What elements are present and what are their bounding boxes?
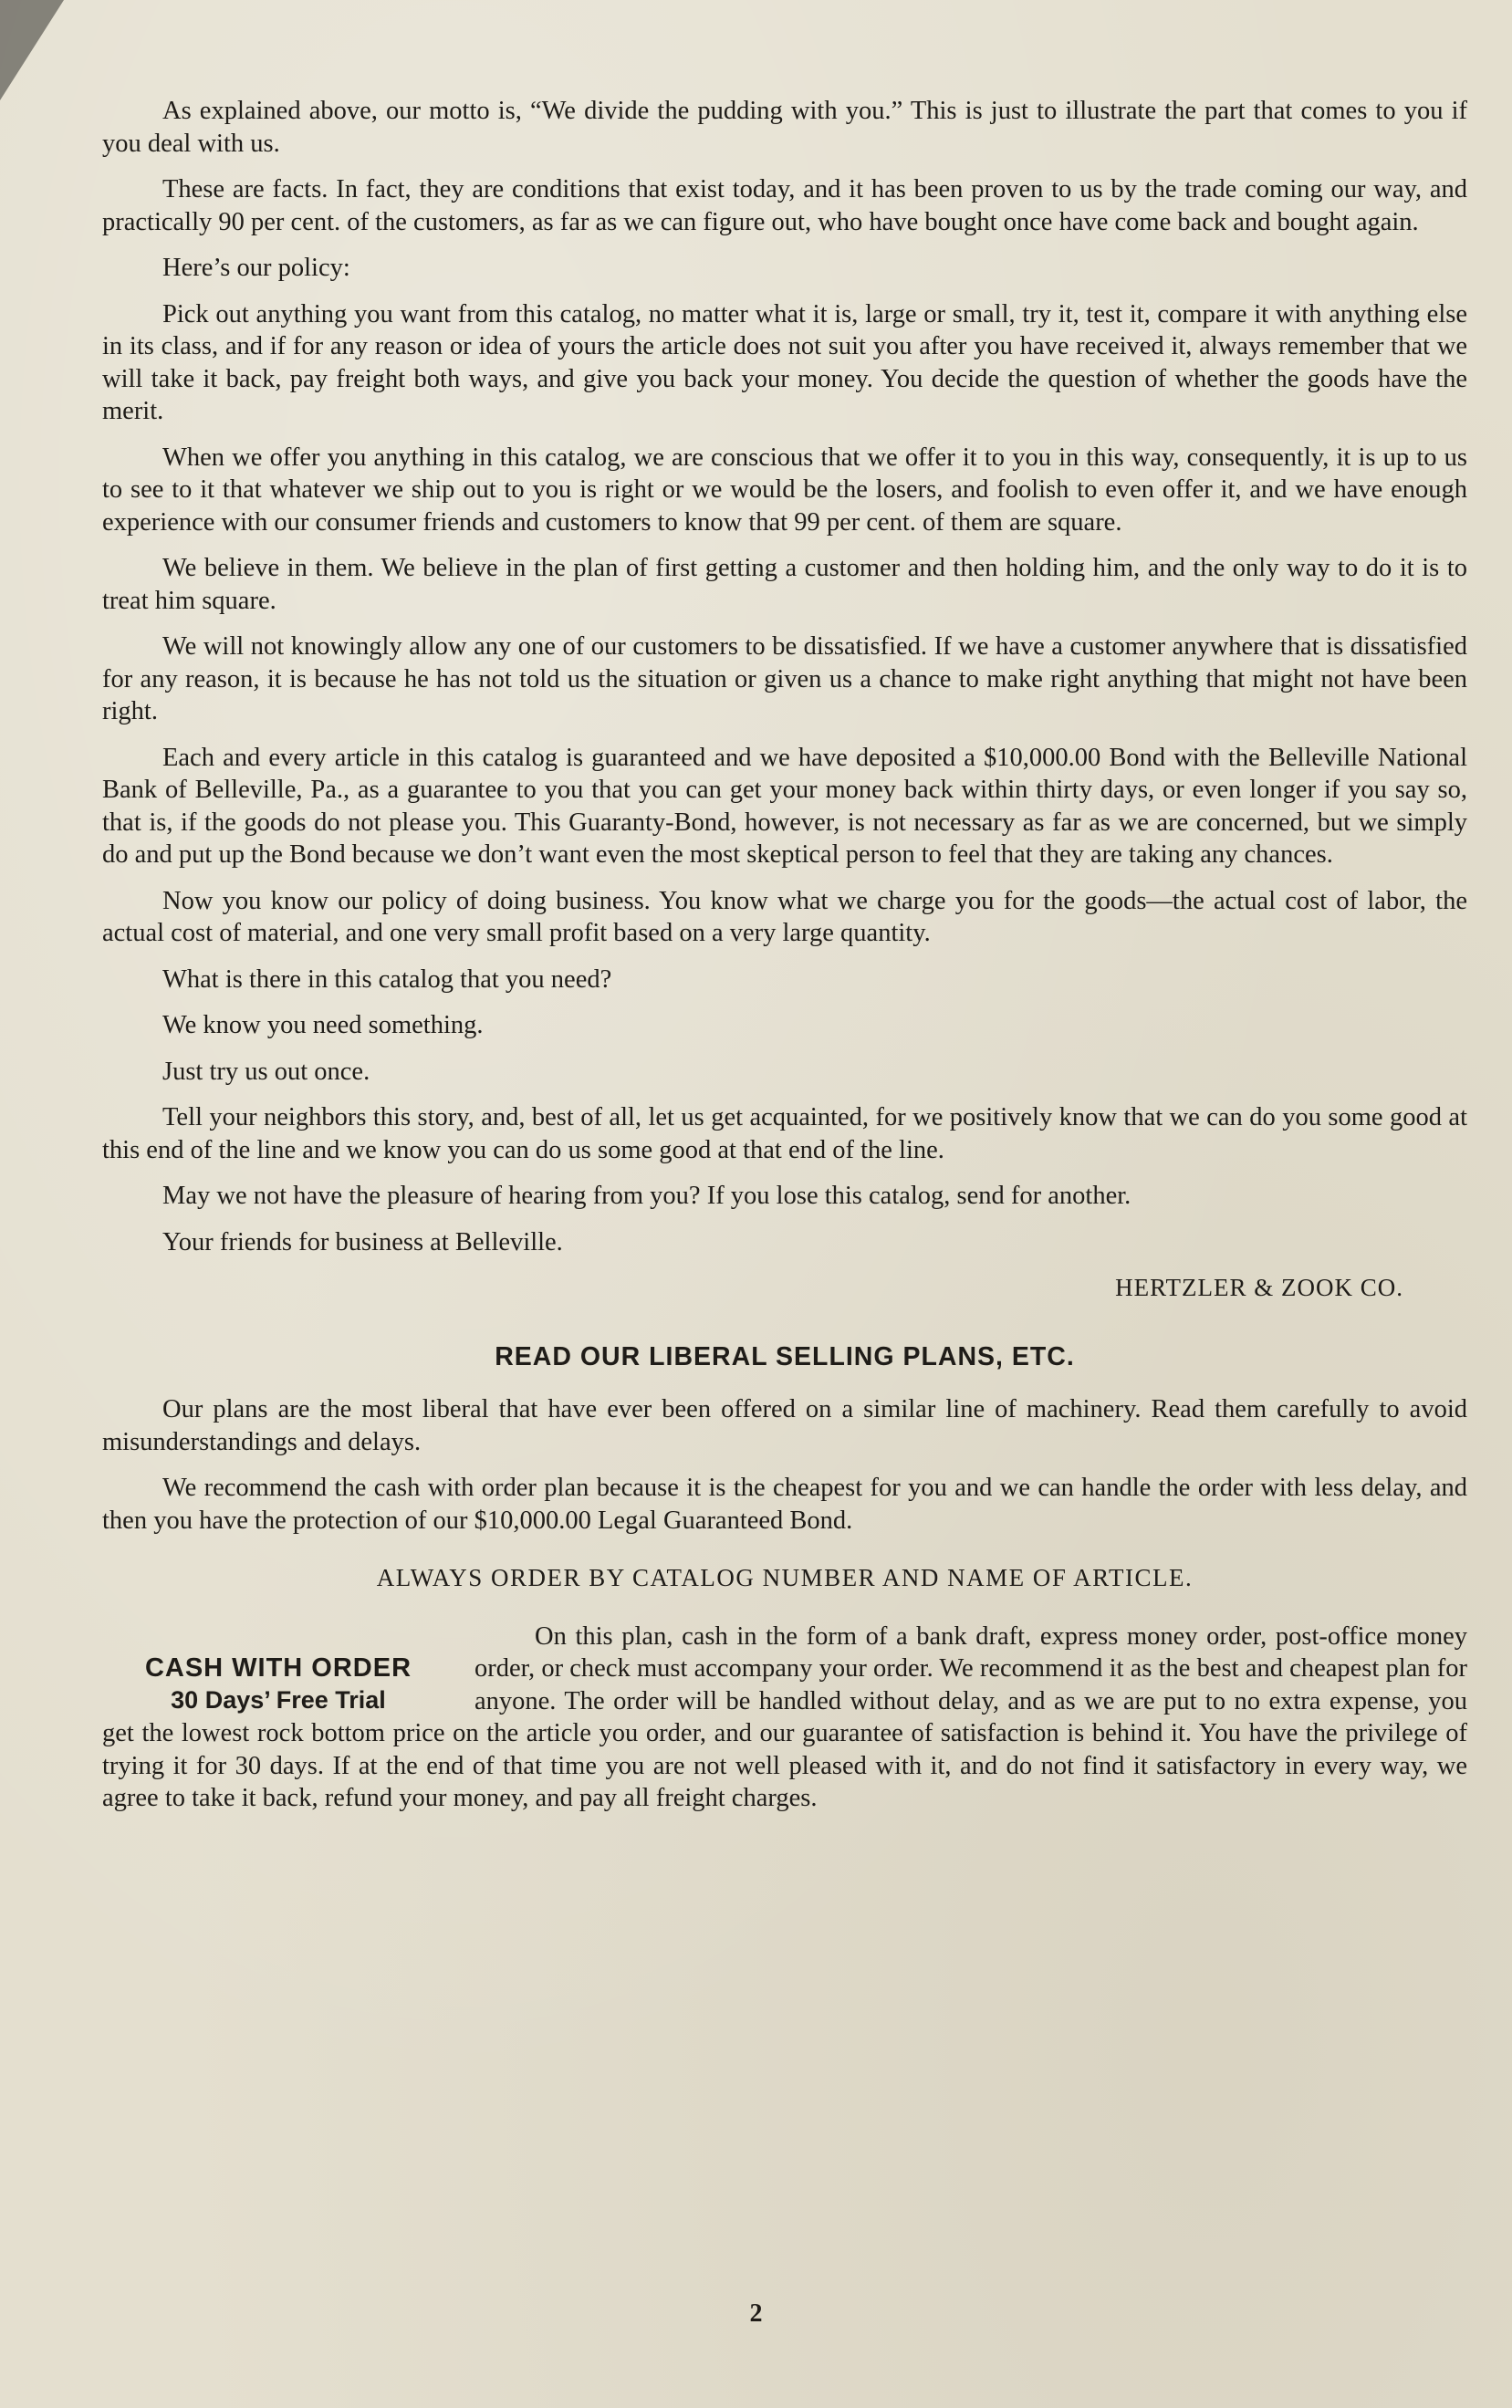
paragraph-try-once: Just try us out once.	[162, 1057, 370, 1086]
paragraph-policy-intro: Here’s our policy:	[162, 254, 350, 282]
paragraph-neighbors: Tell your neighbors this story, and, best of all, let us get acquainted, for we positively know that we can do you some good at this end of the line and we know you can do us some good at that end of the line.	[102, 1103, 1467, 1164]
paragraph-facts: These are facts. In fact, they are conditions that exist today, and it has been proven to us by the trade coming our way, and practically 90 per cent. of the customers, as far as we can figure out, who have bought once have come back and bought again.	[102, 175, 1467, 236]
paragraph-motto: As explained above, our motto is, “We divide the pudding with you.” This is just to illustrate the part that comes to you if you deal with us.	[102, 97, 1467, 158]
paragraph-recommend-cash: We recommend the cash with order plan because it is the cheapest for you and we can handle the order with less delay, and then you have the protection of our $10,000.00 Legal Guaranteed Bond.	[102, 1474, 1467, 1535]
cash-plan-text: On this plan, cash in the form of a bank draft, express money order, post-office money order, or check must accompany your order. We recommend it as the best and cheapest plan for anyone. The order will be handled without delay, and as we are put to no extra expense, you get the lowest rock bottom price on the article you order, and our guarantee of satisfaction is behind it. You have the privilege of trying it for 30 days. If at the end of that time you are not well pleased with it, and do not find it satisfactory in every way, we agree to take it back, refund your money, and pay all freight charges.	[102, 1621, 1467, 1812]
paragraph-question: What is there in this catalog that you need?	[162, 964, 612, 994]
paragraph-dissatisfied: We will not knowingly allow any one of our customers to be dissatisfied. If we have a customer anywhere that is dissatisfied for any reason, it is because he has not told us the situation or given us a chance to make right anything that might not have been right.	[102, 632, 1467, 725]
cash-plan-title: CASH WITH ORDER	[144, 1652, 412, 1683]
cash-plan-block	[102, 1621, 1467, 1815]
order-instruction: ALWAYS ORDER BY CATALOG NUMBER AND NAME OF ARTICLE.	[376, 1564, 1194, 1591]
company-signature: HERTZLER & ZOOK CO.	[1115, 1274, 1403, 1301]
paragraph-policy-summary: Now you know our policy of doing business. You know what we charge you for the goods—the actual cost of labor, the actual cost of material, and one very small profit based on a very large quantity.	[102, 886, 1467, 947]
paragraph-pick-out: Pick out anything you want from this catalog, no matter what it is, large or small, try it, test it, compare it with anything else in its class, and if for any reason or idea of yours the article does not suit you after you have received it, always remember that we will take it back, pay freight both ways, and give you back your money. You decide the question of whether the goods have the merit.	[102, 299, 1467, 425]
paragraph-liberal-plans: Our plans are the most liberal that have ever been offered on a similar line of machinery. Read them carefully to avoid misunderstandings and delays.	[102, 1395, 1467, 1456]
paragraph-need: We know you need something.	[162, 1011, 484, 1039]
cash-plan-subtitle: 30 Days’ Free Trial	[171, 1685, 386, 1714]
torn-corner	[0, 0, 64, 100]
paragraph-believe: We believe in them. We believe in the plan of first getting a customer and then holding him, and the only way to do it is to treat him square.	[102, 554, 1467, 615]
cash-plan-label	[100, 1652, 456, 1716]
paragraph-hear-from-you: May we not have the pleasure of hearing from you? If you lose this catalog, send for another.	[162, 1182, 1131, 1210]
paragraph-offer: When we offer you anything in this catalog, we are conscious that we offer it to you in this way, consequently, it is up to us to see to it that whatever we ship out to you is right or we would be the losers, and foolish to even offer it, and we have enough experience with our consumer friends and customers to know that 99 per cent. of them are square.	[102, 443, 1467, 537]
page-number: 2	[749, 2299, 763, 2328]
paragraph-guarantee-bond: Each and every article in this catalog is guaranteed and we have deposited a $10,000.00 Bond with the Belleville National Bank of Belleville, Pa., as a guarantee to you that you can get your money back within thirty days, or even longer if you say so, that is, if the goods do not please you. This Guaranty-Bond, however, is not necessary as far as we are concerned, but we simply do and put up the Bond because we don’t want even the most skeptical person to feel that they are taking any chances.	[102, 743, 1467, 869]
selling-plans-heading: READ OUR LIBERAL SELLING PLANS, ETC.	[495, 1341, 1075, 1371]
page-content	[102, 95, 1467, 1829]
paragraph-friends: Your friends for business at Belleville.	[162, 1227, 563, 1256]
